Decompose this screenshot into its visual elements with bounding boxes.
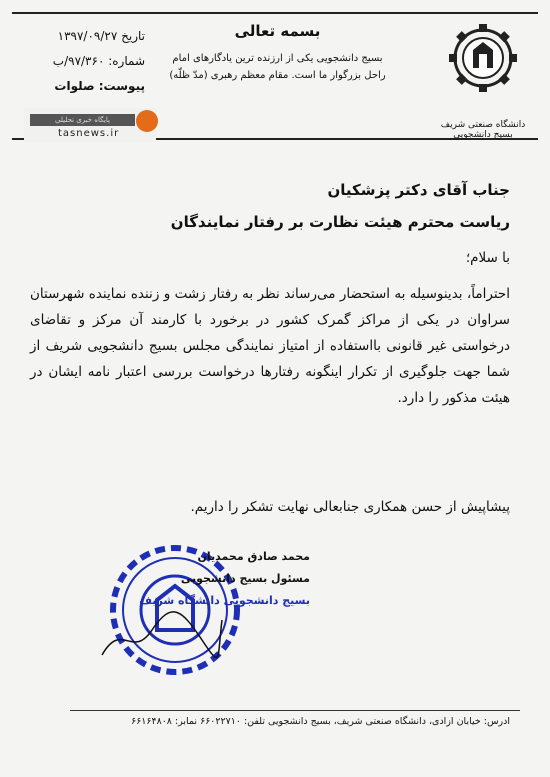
watermark-logo-icon xyxy=(136,110,158,132)
handwritten-signature-icon xyxy=(92,600,232,670)
letter-body: احتراماً، بدینوسیله به استحضار می‌رساند نظر به رفتار زشت و زننده نماینده شهرستان سراوان در یکی از مراکز گمرک کشور در برخورد با کارمند آن مرکز و تقاضای درخواستی غیر قانونی بااستفاده از امتیاز نمایندگی مجلس بسیج دانشجویی شریف از شما جهت جلوگیری از تکرار اینگونه رفتارها درخواست بررسی اعتبار نامه ایشان در هیئت مذکور را دارد. xyxy=(30,286,510,406)
motto-line-1: بسیج دانشجویی یکی از ارزنده ترین یادگارهای امام xyxy=(172,53,383,64)
letter-number: شماره: ۹۷/۳۶۰/ب xyxy=(52,54,145,68)
gear-logo-icon xyxy=(438,24,528,116)
footer-address: ادرس: خیابان ازادی، دانشگاه صنعتی شریف، بسیج دانشجویی تلفن: ۶۶۰۲۲۷۱۰ نمابر: ۶۶۱۶۴۸۰۸ xyxy=(131,716,510,727)
letter-meta xyxy=(20,24,145,99)
motto-line-2: راحل بزرگوار ما است. مقام معظم رهبری (مدّ ظلّه) xyxy=(169,70,386,81)
signer-org: بسیج دانشجویی دانشگاه شریف xyxy=(139,594,310,607)
logo-unit-name: بسیج دانشجویی xyxy=(453,130,513,140)
footer-divider xyxy=(70,710,520,711)
thanks-line: پیشاپیش از حسن همکاری جنابعالی نهایت تشکر را داریم. xyxy=(190,499,510,515)
watermark-bar: پایگاه خبری تحلیلی xyxy=(30,114,135,126)
letter-header-center xyxy=(150,22,405,84)
bismillah: بسمه تعالی xyxy=(234,22,321,40)
signer-position: مسئول بسیج دانشجویی xyxy=(180,572,310,585)
letter-attachment: پیوست: صلوات xyxy=(54,79,145,93)
signer-name: محمد صادق محمدیان xyxy=(197,550,310,563)
watermark-site: tasnews.ir xyxy=(58,128,120,139)
university-logo xyxy=(438,24,528,140)
logo-org-name: دانشگاه صنعتی شریف xyxy=(440,120,526,130)
addressee-title: ریاست محترم هیئت نظارت بر رفتار نمایندگان xyxy=(170,213,510,231)
letter-date: تاریخ ۱۳۹۷/۰۹/۲۷ xyxy=(57,29,145,43)
addressee: جناب آقای دکتر پزشکیان xyxy=(327,181,510,199)
greeting: با سلام؛ xyxy=(465,250,510,266)
